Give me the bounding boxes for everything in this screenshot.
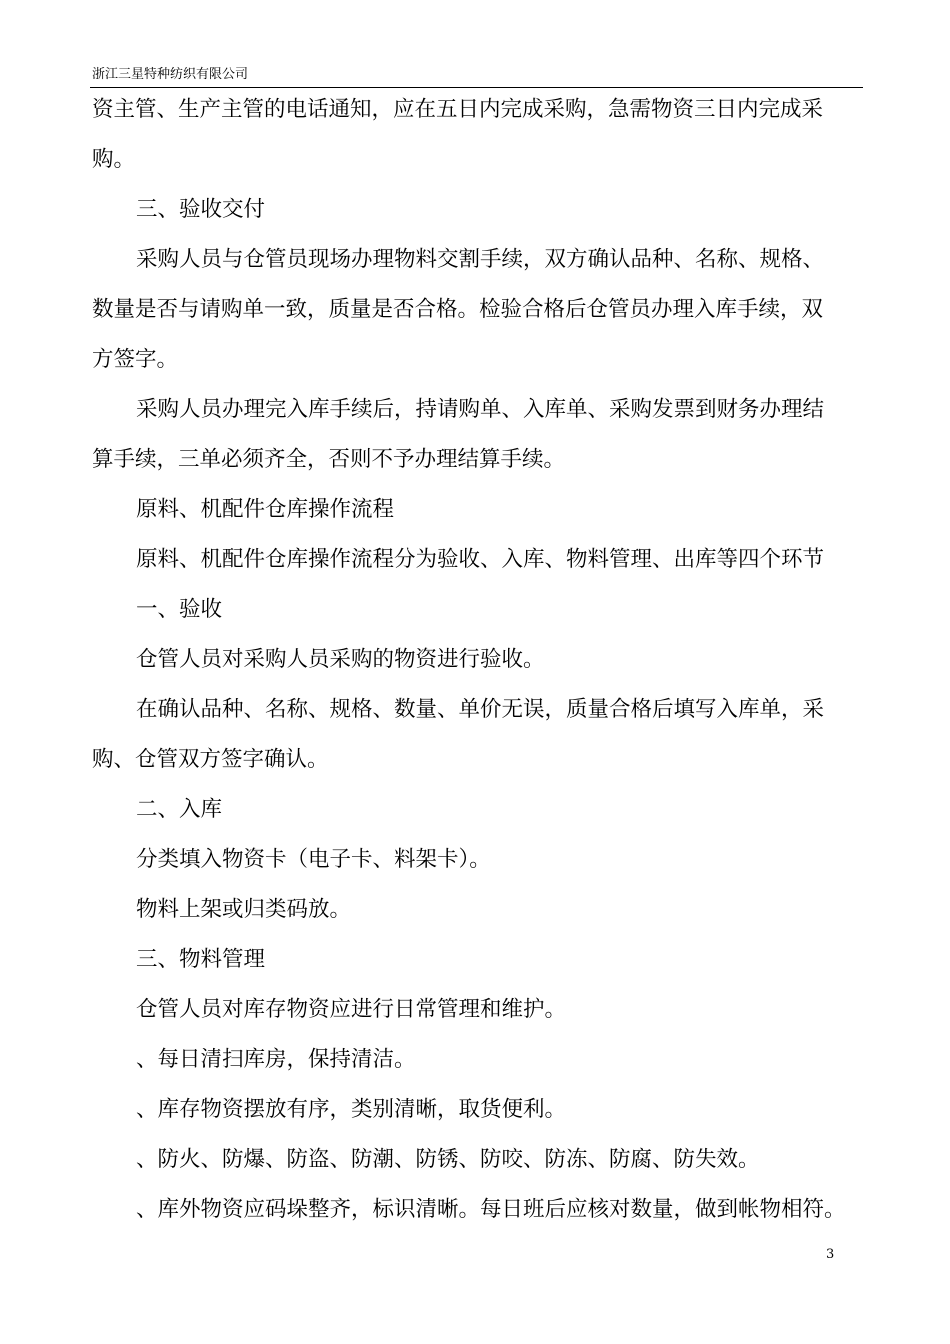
text-line: 数量是否与请购单一致，质量是否合格。检验合格后仓管员办理入库手续，双 — [92, 297, 824, 322]
text-line: 购、仓管双方签字确认。 — [92, 747, 329, 772]
text-line: 原料、机配件仓库操作流程分为验收、入库、物料管理、出库等四个环节 — [136, 547, 825, 572]
text-line: 在确认品种、名称、规格、数量、单价无误，质量合格后填写入库单，采 — [136, 697, 825, 722]
text-line: 方签字。 — [92, 347, 179, 372]
header-rule — [90, 87, 863, 88]
text-line: 算手续，三单必须齐全，否则不予办理结算手续。 — [92, 447, 566, 472]
section-heading: 三、验收交付 — [136, 197, 266, 222]
section-heading: 二、入库 — [136, 797, 223, 822]
list-item: 、库存物资摆放有序，类别清晰，取货便利。 — [136, 1097, 567, 1122]
section-heading: 三、物料管理 — [136, 947, 266, 972]
text-line: 仓管人员对库存物资应进行日常管理和维护。 — [136, 997, 567, 1022]
text-line: 仓管人员对采购人员采购的物资进行验收。 — [136, 647, 545, 672]
section-heading: 原料、机配件仓库操作流程 — [136, 497, 395, 522]
page-number: 3 — [826, 1247, 835, 1262]
list-item: 、每日清扫库房，保持清洁。 — [136, 1047, 416, 1072]
text-line: 采购人员办理完入库手续后，持请购单、入库单、采购发票到财务办理结 — [136, 397, 825, 422]
text-line: 分类填入物资卡（电子卡、料架卡）。 — [136, 847, 491, 872]
list-item: 、库外物资应码垛整齐，标识清晰。每日班后应核对数量，做到帐物相符。 — [136, 1197, 846, 1222]
company-name: 浙江三星特种纺织有限公司 — [92, 67, 249, 82]
text-line: 物料上架或归类码放。 — [136, 897, 352, 922]
text-line: 资主管、生产主管的电话通知，应在五日内完成采购，急需物资三日内完成采 — [92, 97, 824, 122]
section-heading: 一、验收 — [136, 597, 223, 622]
text-line: 购。 — [92, 147, 136, 172]
text-line: 采购人员与仓管员现场办理物料交割手续，双方确认品种、名称、规格、 — [136, 247, 825, 272]
list-item: 、防火、防爆、防盗、防潮、防锈、防咬、防冻、防腐、防失效。 — [136, 1147, 760, 1172]
